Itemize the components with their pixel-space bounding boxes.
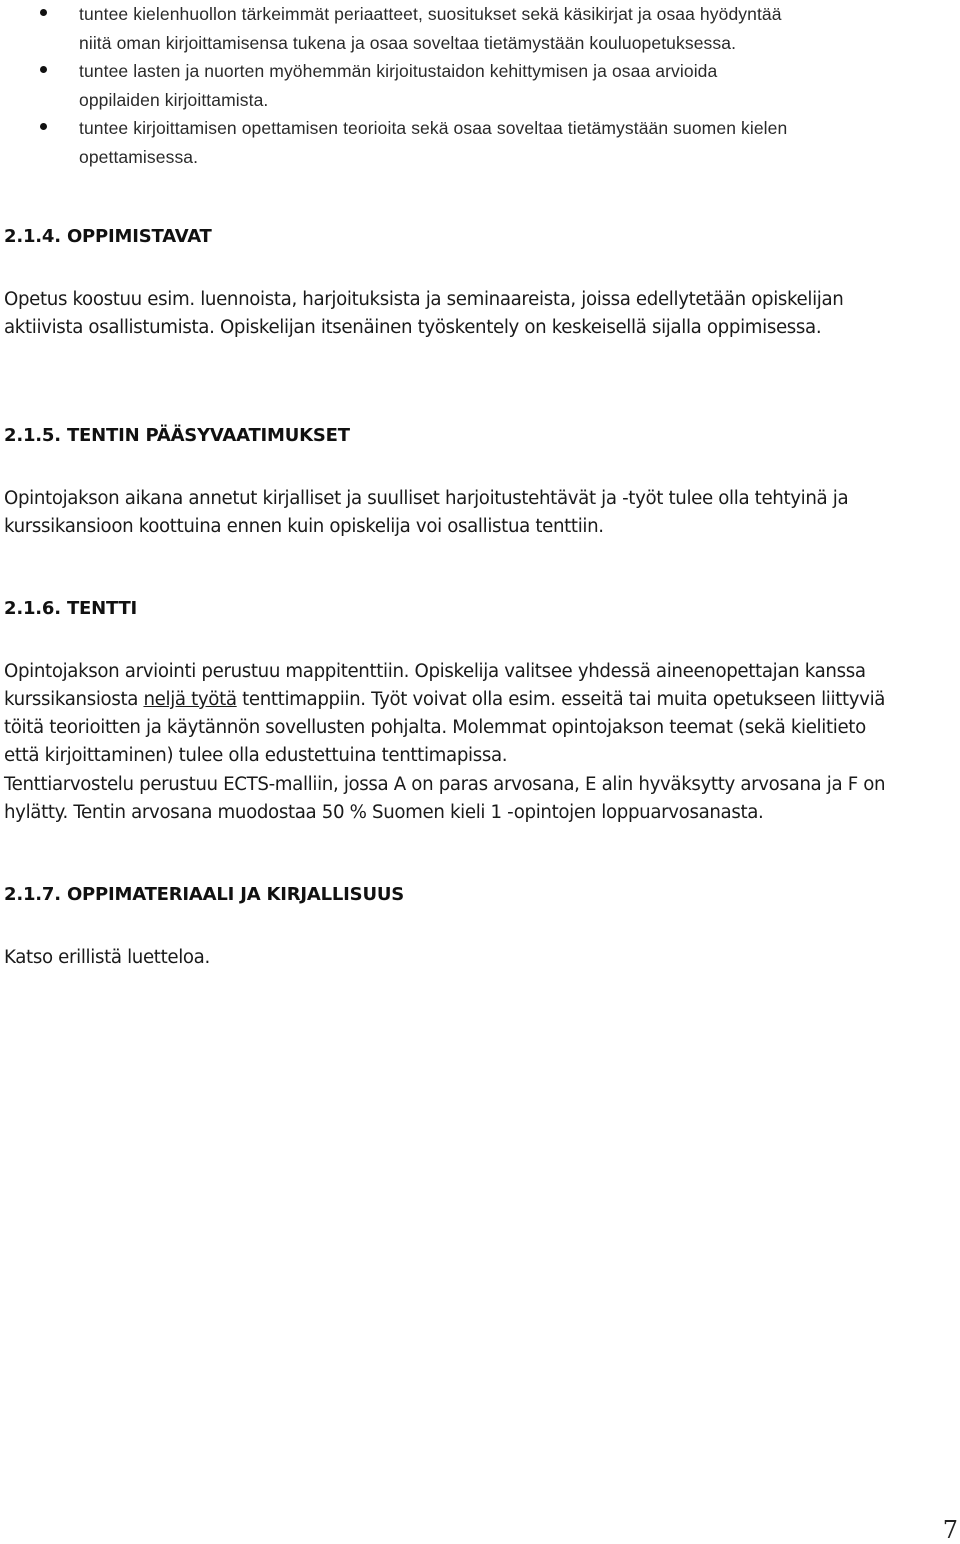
paragraph-text: kurssikansiosta bbox=[4, 689, 144, 710]
bullet-line: niitä oman kirjoittamisensa tukena ja osaa soveltaa tietämystään kouluopetuksessa. bbox=[79, 33, 737, 53]
section-heading-tentin-paasyvaatimukset: 2.1.5. TENTIN PÄÄSYVAATIMUKSET bbox=[4, 425, 350, 446]
paragraph-line: Opintojakson arviointi perustuu mappitenttiin. Opiskelija valitsee yhdessä aineenopettajan kanssa bbox=[4, 661, 866, 682]
bullet-line: oppilaiden kirjoittamista. bbox=[79, 90, 269, 110]
paragraph-line: Opintojakson aikana annetut kirjalliset ja suulliset harjoitustehtävät ja -työt tulee olla tehtyinä ja bbox=[4, 488, 849, 509]
bullet-line: tuntee lasten ja nuorten myöhemmän kirjoitustaidon kehittymisen ja osaa arvioida bbox=[79, 61, 718, 81]
paragraph-line bbox=[4, 686, 949, 715]
paragraph-line: töitä teorioitten ja käytännön sovellusten pohjalta. Molemmat opintojakson teemat (sekä kielitieto bbox=[4, 717, 866, 738]
section-heading-oppimateriaali: 2.1.7. OPPIMATERIAALI JA KIRJALLISUUS bbox=[4, 884, 405, 905]
bullet-line: tuntee kielenhuollon tärkeimmät periaatteet, suositukset sekä käsikirjat ja osaa hyödyntää bbox=[79, 4, 782, 24]
paragraph-line: Katso erillistä luetteloa. bbox=[4, 947, 210, 968]
page-number: 7 bbox=[942, 1516, 958, 1544]
paragraph-line: hylätty. Tentin arvosana muodostaa 50 % Suomen kieli 1 -opintojen loppuarvosanasta. bbox=[4, 802, 764, 823]
bullet-line: opettamisessa. bbox=[79, 147, 199, 167]
paragraph-line: aktiivista osallistumista. Opiskelijan itsenäinen työskentely on keskeisellä sijalla oppimisessa. bbox=[4, 317, 822, 338]
section-heading-oppimistavat: 2.1.4. OPPIMISTAVAT bbox=[4, 226, 212, 247]
bullet-icon bbox=[40, 123, 47, 130]
paragraph-line: että kirjoittaminen) tulee olla edustettuina tenttimapissa. bbox=[4, 745, 508, 766]
bullet-icon bbox=[40, 9, 47, 16]
underlined-text: neljä työtä bbox=[143, 689, 237, 710]
bullet-icon bbox=[40, 66, 47, 73]
section-heading-tentti: 2.1.6. TENTTI bbox=[4, 598, 138, 619]
paragraph-line: Opetus koostuu esim. luennoista, harjoituksista ja seminaareista, joissa edellytetään opiskelijan bbox=[4, 289, 844, 310]
bullet-line: tuntee kirjoittamisen opettamisen teorioita sekä osaa soveltaa tietämystään suomen kielen bbox=[79, 118, 788, 138]
paragraph-text: tenttimappiin. Työt voivat olla esim. esseitä tai muita opetukseen liittyviä bbox=[236, 689, 886, 710]
paragraph-line: Tenttiarvostelu perustuu ECTS-malliin, jossa A on paras arvosana, E alin hyväksytty arvosana ja F on bbox=[4, 774, 886, 795]
paragraph-line: kurssikansioon koottuina ennen kuin opiskelija voi osallistua tenttiin. bbox=[4, 516, 604, 537]
